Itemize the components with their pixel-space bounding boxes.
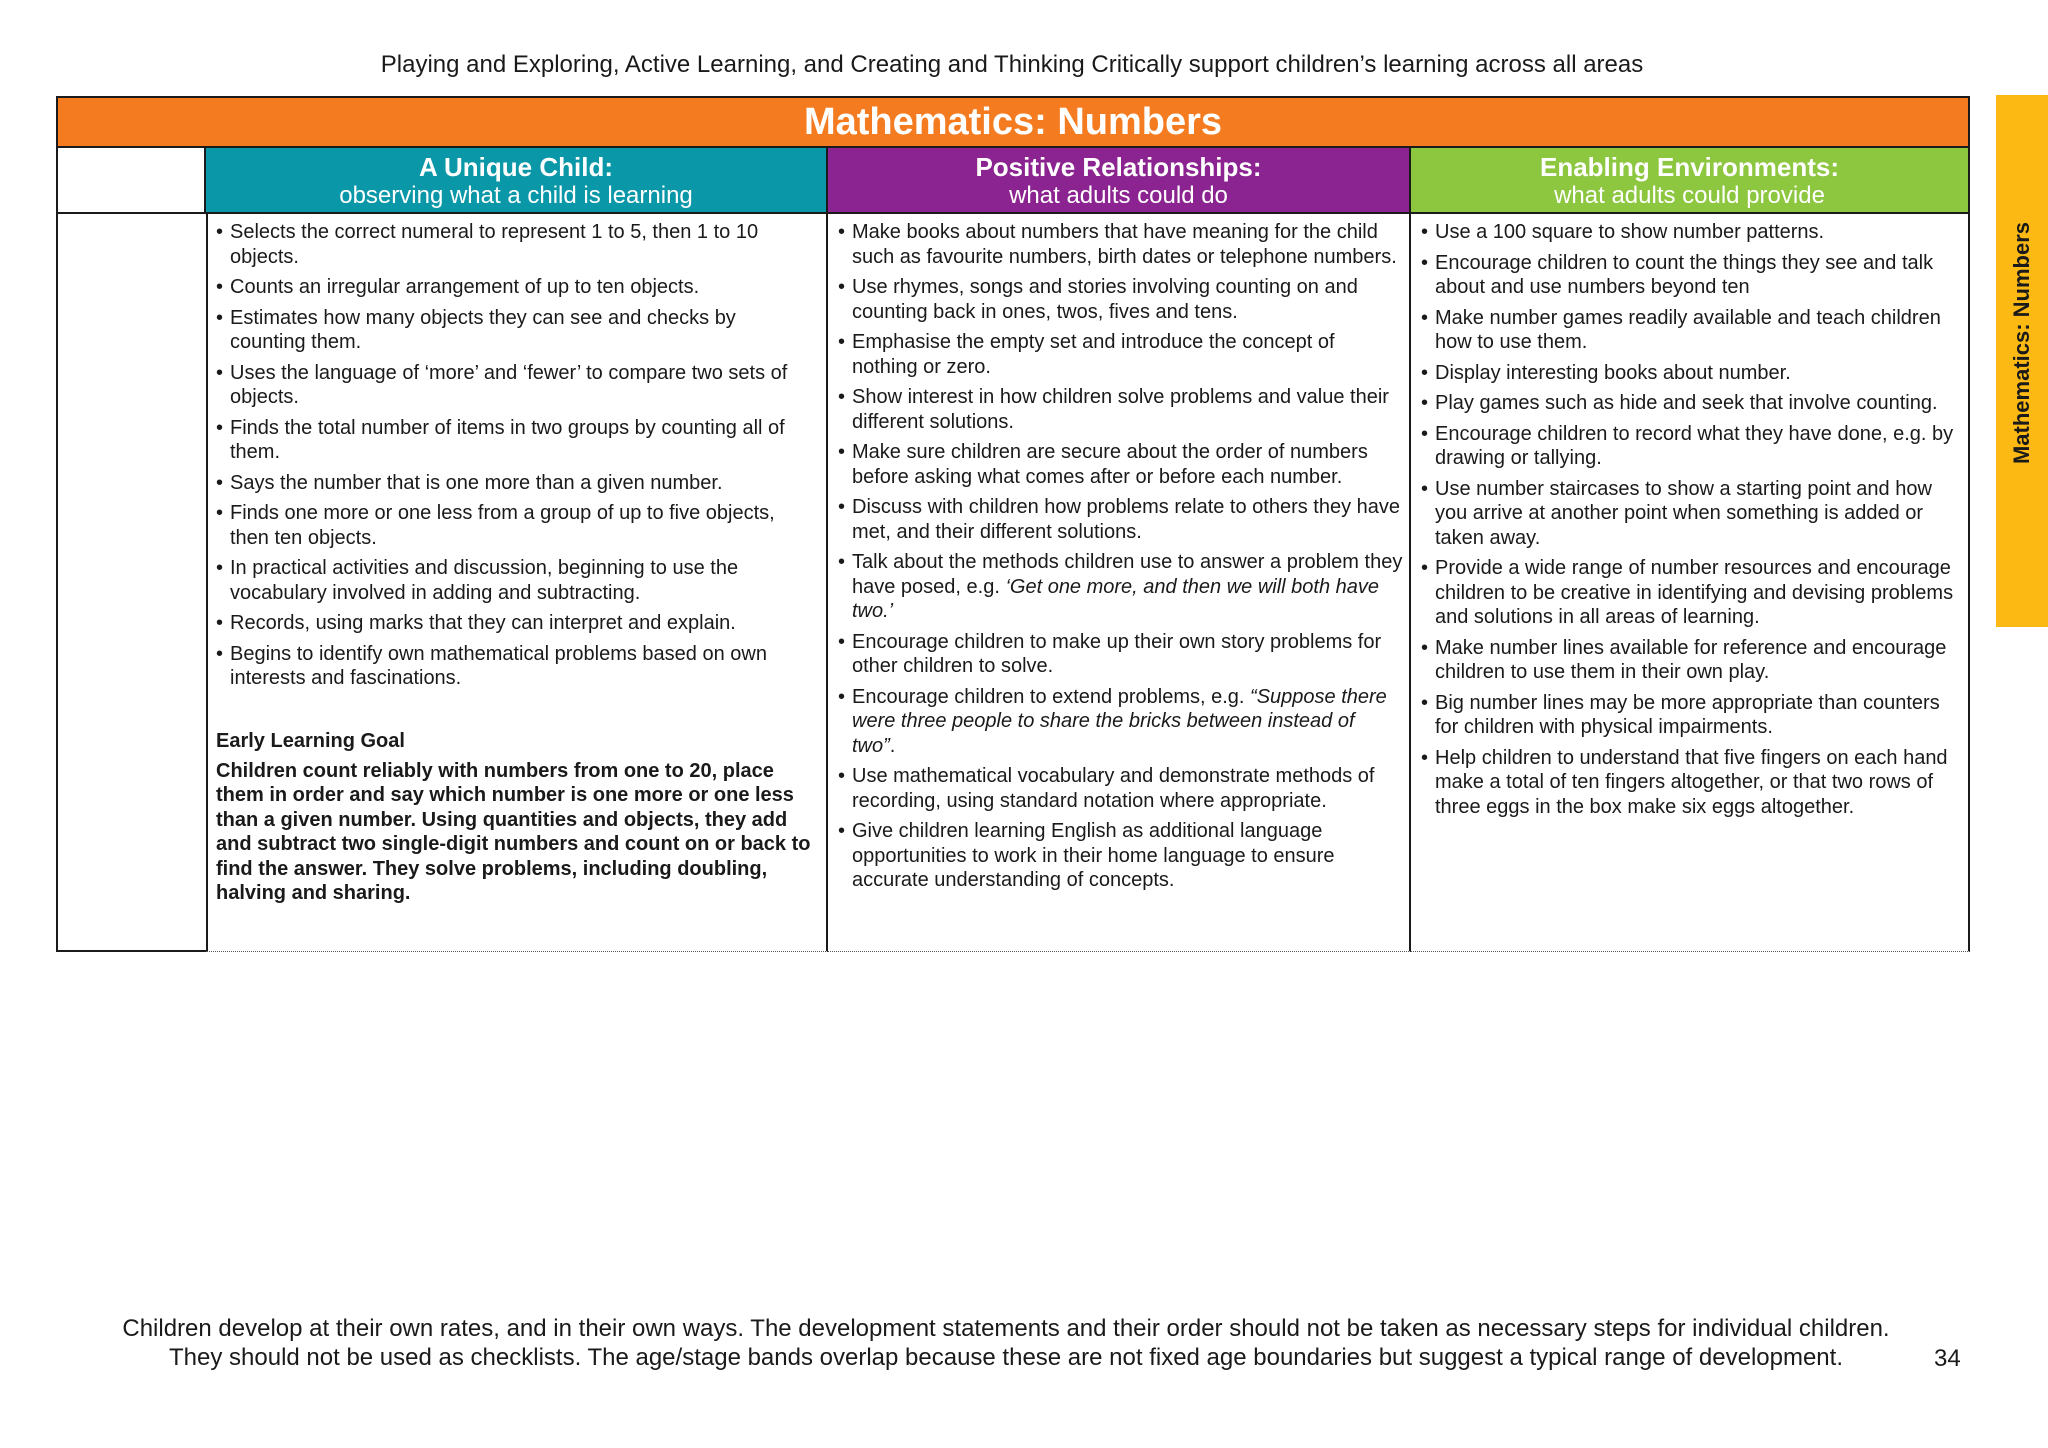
header-enabling-environments-title: Enabling Environments: [1539,152,1840,182]
header-unique-child-subtitle: observing what a child is learning [339,182,693,209]
list-item [838,220,1403,269]
list-item-text: Discuss with children how problems relate to others they have met, and their different solutions. [852,496,1401,543]
list-item: • Uses the language of ‘more’ and ‘fewer’ to compare two sets of objects. [216,361,816,410]
enabling-environments-list [1421,220,1962,819]
list-item: • Make number lines available for reference and encourage children to use them in their own play. [1421,636,1962,685]
list-item: • Help children to understand that five fingers on each hand make a total of ten fingers altogether, or that two rows of three eggs in the box make six eggs altogether. [1421,746,1962,820]
list-item [838,275,1403,324]
enabling-environments-column [1411,214,1970,952]
header-unique-child [206,148,828,214]
list-item [838,495,1403,544]
page-number: 34 [1934,1345,1961,1372]
footer-line-1: Children develop at their own rates, and in their own ways. The development statements and their order should not be taken as necessary steps for individual children. [122,1315,1890,1342]
list-item: • Use a 100 square to show number patterns. [1421,220,1962,245]
header-enabling-environments-subtitle: what adults could provide [1554,182,1825,209]
list-item [838,330,1403,379]
footer-line-2: They should not be used as checklists. The age/stage bands overlap because these are not fixed age boundaries but suggest a typical range of development. [169,1344,1843,1371]
list-item-text: Make sure children are secure about the order of numbers before asking what comes after or before each number. [852,441,1368,488]
list-item-text: Emphasise the empty set and introduce the concept of nothing or zero. [852,331,1335,378]
elg-heading: Early Learning Goal [216,729,405,752]
header-blank-cell [56,148,206,214]
list-item-text: Encourage children to make up their own story problems for other children to solve. [852,630,1382,677]
list-item-quote: “Suppose there were three people to share the bricks between instead of two” [852,685,1387,757]
positive-relationships-list [838,220,1403,893]
list-item: • Counts an irregular arrangement of up to ten objects. [216,275,816,300]
list-item [838,440,1403,489]
header-positive-relationships-title: Positive Relationships: [975,152,1262,182]
side-tab-label: Mathematics: Numbers [2009,221,2034,465]
list-item-text: Show interest in how children solve problems and value their different solutions. [852,386,1389,433]
page-title: Mathematics: Numbers [56,96,1970,148]
header-positive-relationships [828,148,1411,214]
header-unique-child-title: A Unique Child: [418,152,613,182]
list-item: • Records, using marks that they can interpret and explain. [216,611,816,636]
list-item: • Finds one more or one less from a group of up to five objects, then ten objects. [216,501,816,550]
list-item-text: Use rhymes, songs and stories involving counting on and counting back in ones, twos, fives and tens. [852,276,1358,323]
positive-relationships-column [828,214,1411,952]
side-tab [1996,95,2048,627]
list-item: • Selects the correct numeral to represent 1 to 5, then 1 to 10 objects. [216,220,816,269]
list-item: • Encourage children to record what they have done, e.g. by drawing or tallying. [1421,422,1962,471]
framework-table [56,96,1970,952]
list-item: • Begins to identify own mathematical problems based on own interests and fascinations. [216,642,816,691]
header-enabling-environments [1411,148,1970,214]
list-item [838,550,1403,624]
list-item: • Play games such as hide and seek that involve counting. [1421,391,1962,416]
list-item [838,764,1403,813]
list-item-text: Encourage children to extend problems, e.g. [852,685,1251,708]
list-item [838,685,1403,759]
list-item-suffix: . [889,734,896,757]
list-item: • Encourage children to count the things they see and talk about and use numbers beyond ten [1421,251,1962,300]
footer-note [56,1314,1956,1372]
body-blank-cell [56,214,208,952]
list-item [838,630,1403,679]
list-item-text: Make books about numbers that have meaning for the child such as favourite numbers, birth dates or telephone numbers. [852,221,1397,268]
list-item: • Estimates how many objects they can see and checks by counting them. [216,306,816,355]
list-item: • Make number games readily available and teach children how to use them. [1421,306,1962,355]
list-item: • In practical activities and discussion, beginning to use the vocabulary involved in adding and subtracting. [216,556,816,605]
list-item: • Says the number that is one more than a given number. [216,471,816,496]
list-item: • Use number staircases to show a starting point and how you arrive at another point when something is added or taken away. [1421,477,1962,551]
list-item-text: Give children learning English as additional language opportunities to work in their home language to ensure accurate understanding of concepts. [852,820,1335,891]
list-item-text: Talk about the methods children use to answer a problem they have posed, e.g. [852,551,1403,598]
header-positive-relationships-subtitle: what adults could do [1009,182,1228,209]
list-item: • Provide a wide range of number resources and encourage children to be creative in identifying and devising problems and solutions in all areas of learning. [1421,556,1962,630]
elg-text: Children count reliably with numbers from one to 20, place them in order and say which number is one more or one less than a given number. Using quantities and objects, they add and subtract two single-digit numbers and count on or back to find the answer. They solve problems, including doubling, halving and sharing. [216,759,811,904]
unique-child-list [216,220,816,691]
list-item [838,819,1403,893]
list-item [838,385,1403,434]
top-note: Playing and Exploring, Active Learning, and Creating and Thinking Critically support children’s learning across all areas [380,51,1644,78]
list-item: • Finds the total number of items in two groups by counting all of them. [216,416,816,465]
list-item-text: Use mathematical vocabulary and demonstrate methods of recording, using standard notation where appropriate. [852,765,1375,812]
unique-child-column [206,214,828,952]
list-item: • Display interesting books about number. [1421,361,1962,386]
list-item: • Big number lines may be more appropriate than counters for children with physical impairments. [1421,691,1962,740]
list-item-quote: ‘Get one more, and then we will both have two.’ [852,575,1380,622]
